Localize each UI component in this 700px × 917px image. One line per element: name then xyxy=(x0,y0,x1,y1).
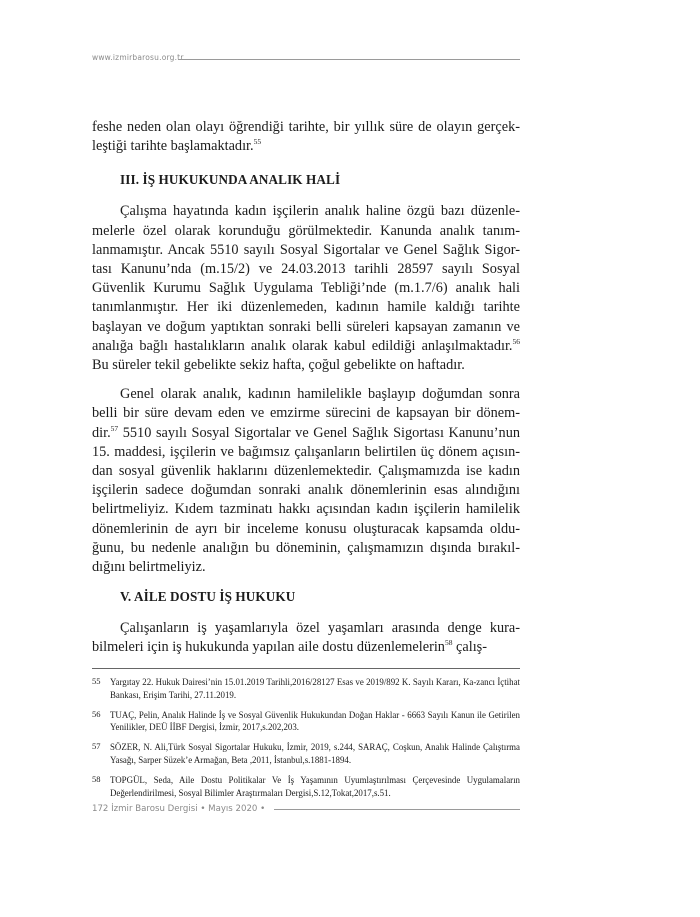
footnote-ref-56[interactable]: 56 xyxy=(512,337,520,347)
footnote-ref-55[interactable]: 55 xyxy=(253,137,262,147)
footnote-58 xyxy=(92,774,520,800)
section-heading-aile-dostu: V. AİLE DOSTU İŞ HUKUKU xyxy=(120,589,296,605)
footnote-number: 58 xyxy=(92,773,101,784)
footnote-57 xyxy=(92,741,520,767)
paragraph-analik xyxy=(92,202,520,375)
paragraph-aile-dostu xyxy=(92,619,520,657)
header-url: www.izmirbarosu.org.tr xyxy=(92,53,184,62)
paragraph-genel-analik xyxy=(92,385,520,577)
footnote-55 xyxy=(92,676,520,702)
paragraph-aile-dostu-text: Çalışanların iş yaşamlarıyla özel yaşamları arasında denge kura-bilmeleri için iş hukukunda yapılan aile dostu düzenlemelerin xyxy=(92,620,520,656)
footnotes xyxy=(92,676,520,806)
paragraph-analik-tail: Bu süreler tekil gebelikte sekiz hafta, çoğul gebelikte on haftadır. xyxy=(92,357,465,374)
footnote-ref-57[interactable]: 57 xyxy=(110,423,119,433)
footer-text: 172 İzmir Barosu Dergisi • Mayıs 2020 • xyxy=(92,804,266,814)
page-header xyxy=(92,53,520,67)
paragraph-genel-analik-text-b: 5510 sayılı Sosyal Sigortalar ve Genel Sağlık Sigortası Kanunu’nun 15. maddesi, işçilerin ve bağımsız çalışanların belirtilen üç dönem açısın-dan sosyal güvenlik haklarını düzenlemektedir. Çalışmamızda ise kadın işçilerin sadece doğumdan sonraki analık dönemlerinin esas alındığını belirtmeliyiz. Kıdem tazminatı hakkı açısından kadın işçilerin hamilelik dönemlerinin de ayrı bir inceleme konusu oluşturacak kapsamda oldu-ğunu, bu nedenle analığın bu döneminin, çalışmamızın dışında bırakıl-dığını belirtmeliyiz. xyxy=(92,424,520,576)
section-heading-analik-hali: III. İŞ HUKUKUNDA ANALIK HALİ xyxy=(120,172,341,188)
footnote-text: TUAÇ, Pelin, Analık Halinde İş ve Sosyal Güvenlik Hukukundan Doğan Haklar - 6663 Sayılı Kanun ile Getirilen Yenilikler, DEÜ İİBF Dergisi, İzmir, 2017,s.202,203. xyxy=(110,709,520,733)
footnote-number: 56 xyxy=(92,708,101,719)
article-body xyxy=(92,118,520,658)
footnote-text: Yargıtay 22. Hukuk Dairesi’nin 15.01.2019 Tarihli,2016/28127 Esas ve 2019/892 K. Sayılı Kararı, Ka-zancı İçtihat Bankası, Erişim Tarihi, 27.11.2019. xyxy=(110,677,520,700)
footnote-number: 57 xyxy=(92,741,101,752)
paragraph-genel-analik-text-a: Genel olarak analık, kadının hamilelikle başlayıp doğumdan sonra belli bir süre devam eden ve emzirme sürecini de kapsayan bir dönem-dir. xyxy=(92,386,520,441)
footnote-text: SÖZER, N. Ali,Türk Sosyal Sigortalar Hukuku, İzmir, 2019, s.244, SARAÇ, Coşkun, Analık Halinde Çalıştırma Yasağı, Sarper Süzek’e Armağan, Beta ,2011, İstanbul,s.1881-1894. xyxy=(110,742,520,765)
footnote-ref-58[interactable]: 58 xyxy=(444,638,453,648)
footnote-56 xyxy=(92,709,520,735)
paragraph-aile-dostu-tail: çalış- xyxy=(452,639,488,656)
page-footer xyxy=(92,804,520,816)
header-rule xyxy=(178,59,520,60)
paragraph-intro-text: feshe neden olan olayı öğrendiği tarihte, bir yıllık süre de olayın gerçek-leştiği tarihte başlamaktadır. xyxy=(92,119,520,155)
paragraph-analik-text: Çalışma hayatında kadın işçilerin analık haline özgü bazı düzenle-melerle özel olarak korunduğu görülmektedir. Kanunda analık tanım-lanmamıştır. Ancak 5510 sayılı Sosyal Sigortalar ve Genel Sağlık Sigor-tası Kanunu’nda (m.15/2) ve 24.03.2013 tarihli 28597 sayılı Sosyal Güvenlik Kurumu Sağlık Uygulama Tebliği’nde (m.1.7/6) analık hali tanımlanmıştır. Her iki düzenlemeden, kadının hamile kaldığı tarihte başlayan ve doğum yaptıktan sonraki belli süreleri kapsayan zamanın ve analığa bağlı hastalıkların analık olarak kabul edildiği anlaşılmaktadır. xyxy=(92,203,520,354)
footnote-separator xyxy=(92,668,520,669)
paragraph-intro xyxy=(92,118,520,156)
footnote-text: TOPGÜL, Seda, Aile Dostu Politikalar Ve İş Yaşamının Uyumlaştırılması Çerçevesinde Uygulamaların Değerlendirilmesi, Sosyal Bilimler Araştırmaları Dergisi,S.12,Tokat,2017,s.51. xyxy=(110,774,520,798)
footnote-number: 55 xyxy=(92,676,101,686)
footer-rule xyxy=(274,809,520,810)
